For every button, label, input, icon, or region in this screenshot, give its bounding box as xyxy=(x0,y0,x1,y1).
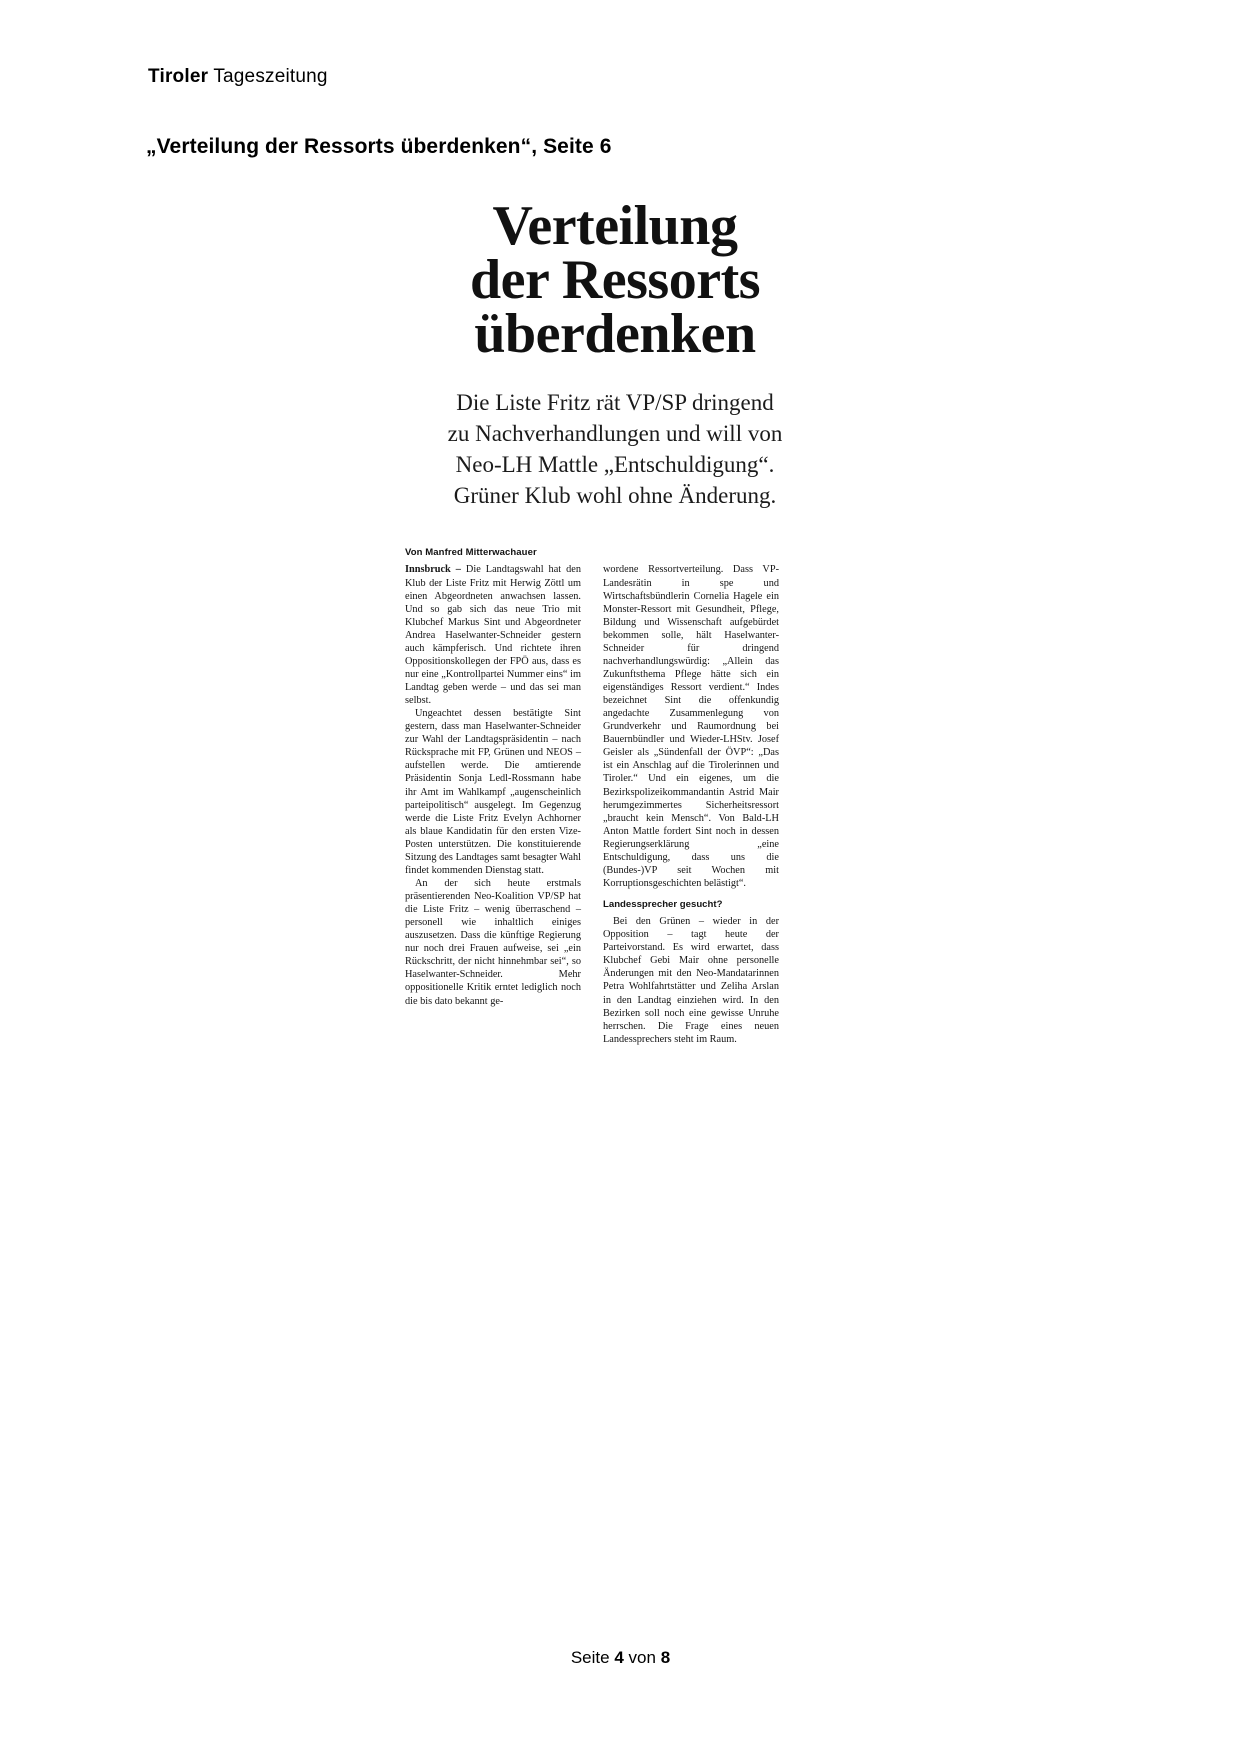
subheadline-line-1: Die Liste Fritz rät VP/SP dringend xyxy=(456,390,774,416)
subheadline-line-4: Grüner Klub wohl ohne Änderung. xyxy=(453,483,777,509)
paragraph xyxy=(405,563,581,707)
paragraph: Ungeachtet dessen bestätigte Sint gestern, dass man Haselwanter-Schneider zur Wahl der Landtagspräsidentin – nach Rücksprache mit FP, Grünen und NEOS – aufstellen werde. Die amtierende Präsidentin Sonja Ledl-Rossmann habe ihr Amt im Wahlkampf „augenscheinlich parteipolitisch“ ausgelegt. Im Gegenzug werde die Liste Fritz Evelyn Achhorner als blaue Kandidatin für den ersten Vize-Posten unterstützen. Die konstituierende Sitzung des Landtages samt besagter Wahl findet kommenden Dienstag statt. xyxy=(405,708,581,876)
section-subheading: Landessprecher gesucht? xyxy=(603,899,723,910)
headline-line-1: Verteilung xyxy=(492,195,738,257)
paragraph: Bei den Grünen – wieder in der Opposition – tagt heute der Parteivorstand. Es wird erwartet, dass Klubchef Gebi Mair ohne personelle Änderungen mit den Neo-Mandatarinnen Petra Wohlfahrtstätter und Zeliha Arslan in den Landtag einziehen wird. In den Bezirken soll noch eine gewisse Unruhe herrschen. Die Frage eines neuen Landessprechers steht im Raum. xyxy=(603,916,779,1045)
publication-masthead xyxy=(148,66,328,88)
footer-total-pages: 8 xyxy=(660,1648,671,1667)
page-title: „Verteilung der Ressorts überdenken“, Seite 6 xyxy=(146,135,612,158)
paragraph: wordene Ressortverteilung. Dass VP-Landesrätin in spe und Wirtschaftsbündlerin Cornelia Hagele ein Monster-Ressort mit Gesundheit, Pflege, Bildung und Wissenschaft aufgebürdet bekommen solle, hält Haselwanter-Schneider für dringend nachverhandlungswürdig: „Allein das Zukunftsthema Pflege hätte sich ein eigenständiges Ressort verdient.“ Indes bezeichnet Sint die offenkundig angedachte Zusammenlegung von Grundverkehr und Raumordnung bei Bauernbündler und Wieder-LHStv. Josef Geisler als „Sündenfall der ÖVP“: „Das ist ein Anschlag auf die Tirolerinnen und Tiroler.“ Und ein eigenes, um die Bezirkspolizeikommandantin Astrid Mair herumgezimmertes Sicherheitsressort „braucht kein Mensch“. Von Bald-LH Anton Mattle fordert Sint noch in dessen Regierungserklärung „eine Entschuldigung, dass uns die (Bundes-)VP seit Wochen mit Korruptionsgeschichten belästigt“. xyxy=(603,564,779,889)
article-column-2 xyxy=(603,563,779,1045)
paragraph-text: Die Landtagswahl hat den Klub der Liste Fritz mit Herwig Zöttl um einen Abgeordneten anwachsen lassen. Und so gab sich das neue Trio mit Klubchef Markus Sint und Abgeordneter Andrea Haselwanter-Schneider gestern auch kämpferisch. Und richtete ihren Oppositionskollegen der FPÖ aus, dass es nur eine „Kontrollpartei Nummer eins“ im Landtag geben werde – und das sei man selbst. xyxy=(405,564,581,707)
page-footer xyxy=(0,1648,1241,1668)
dateline: Innsbruck – xyxy=(405,564,461,576)
newspaper-clipping xyxy=(405,195,825,1046)
publication-name-strong: Tiroler xyxy=(148,66,209,87)
paragraph: An der sich heute erstmals präsentierenden Neo-Koalition VP/SP hat die Liste Fritz – wenig überraschend – personell wie inhaltlich einiges auszusetzen. Dass die künftige Regierung nur noch drei Frauen aufweise, sei „ein Rückschritt, der nicht hinnehmbar sei“, so Haselwanter-Schneider. Mehr oppositionelle Kritik erntet lediglich noch die bis dato bekannt ge- xyxy=(405,877,581,1007)
article-body xyxy=(405,563,825,1045)
subheadline-line-2: zu Nachverhandlungen und will von xyxy=(447,421,783,447)
headline-line-3: überdenken xyxy=(474,302,756,365)
headline-line-2: der Ressorts xyxy=(469,248,761,311)
footer-prefix: Seite xyxy=(570,1648,610,1667)
article-byline: Von Manfred Mitterwachauer xyxy=(405,547,537,559)
article-subheadline xyxy=(405,387,825,511)
publication-name-light: Tageszeitung xyxy=(213,66,328,87)
article-headline xyxy=(405,195,825,365)
article-column-1 xyxy=(405,563,581,1007)
subheadline-line-3: Neo-LH Mattle „Entschuldigung“. xyxy=(455,452,775,478)
footer-current-page: 4 xyxy=(614,1648,624,1667)
footer-middle: von xyxy=(628,1648,656,1667)
paragraph xyxy=(603,899,779,911)
